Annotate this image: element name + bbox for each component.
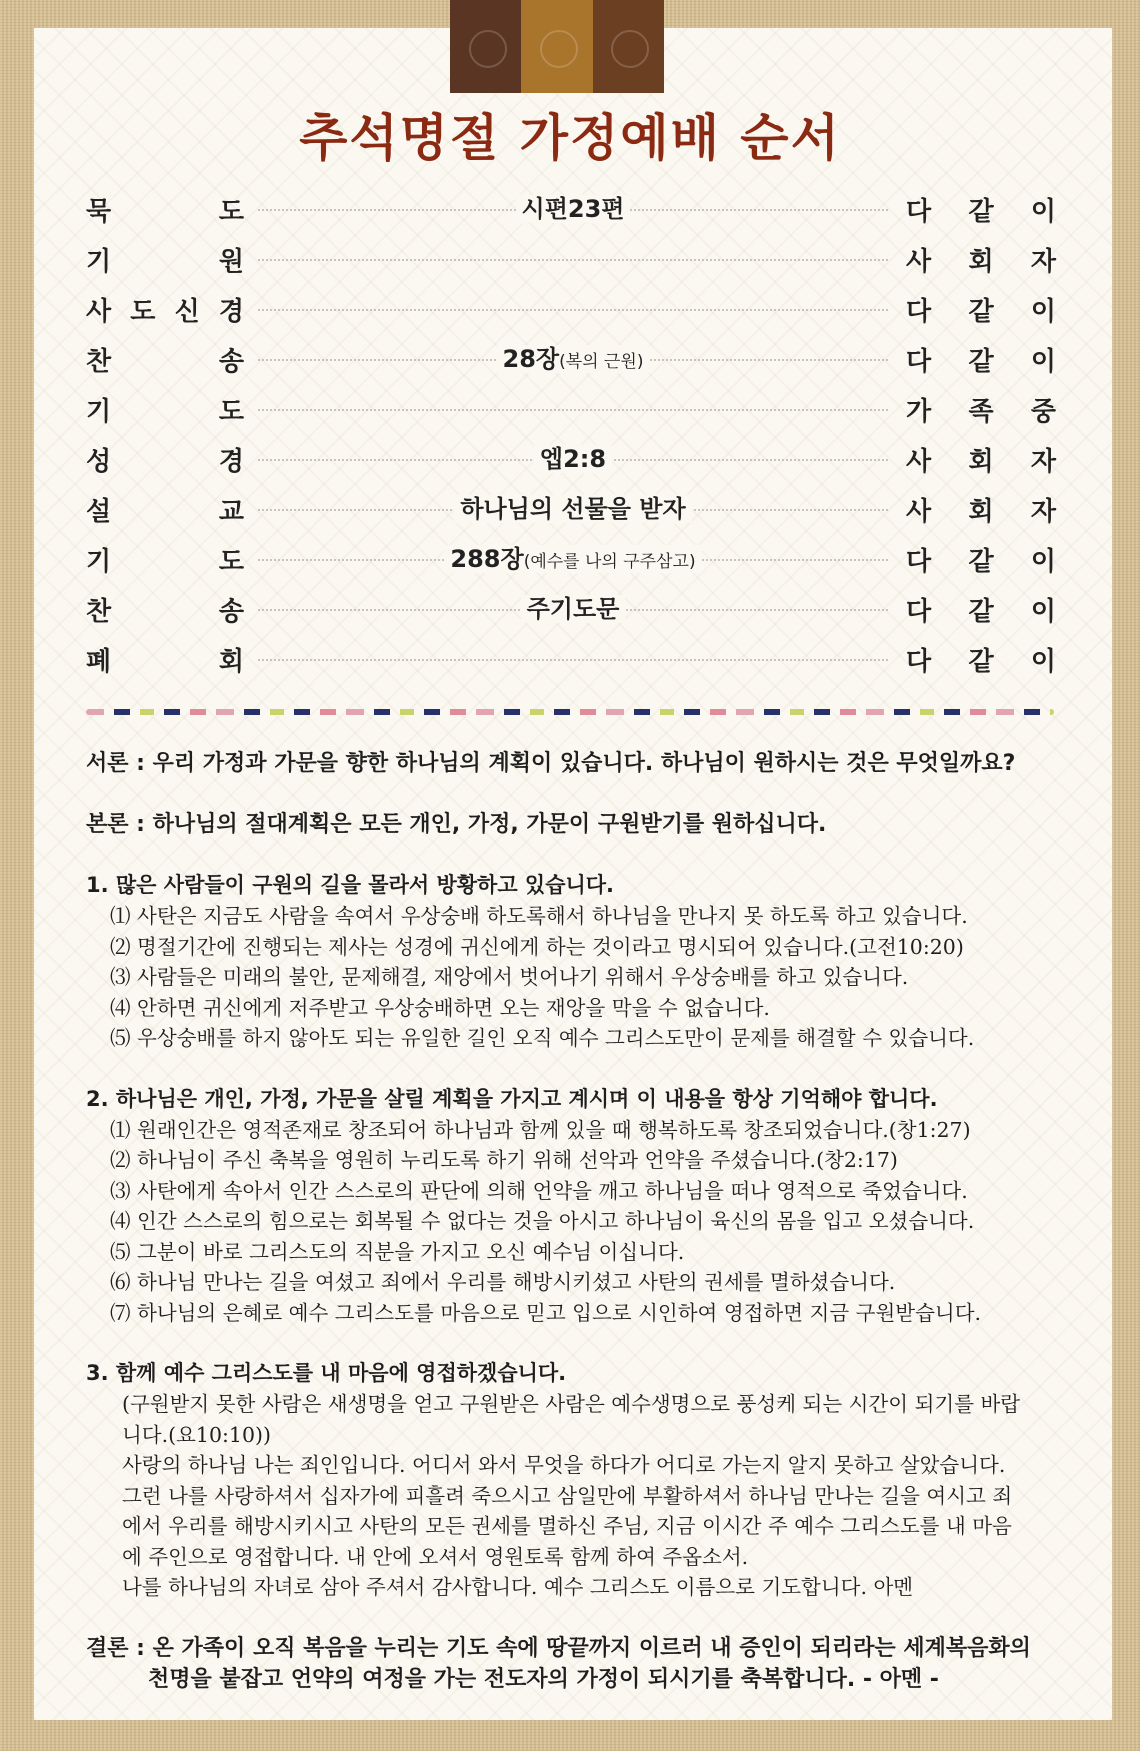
prayer-line: 나를 하나님의 자녀로 삼아 주셔서 감사합니다. 예수 그리스도 이름으로 기도합니다. 아멘 — [122, 1575, 914, 1599]
order-item-content: 시편23편 — [258, 189, 888, 224]
list-item: ⑸ 우상숭배를 하지 않아도 되는 유일한 길인 오직 예수 그리스도만이 문제를 해결할 수 있습니다. — [110, 1026, 975, 1050]
order-item-content: 28장(복의 근원) — [258, 339, 888, 374]
section-heading: 1. 많은 사람들이 구원의 길을 몰라서 방황하고 있습니다. — [86, 873, 615, 897]
order-item-leader: 사 회 자 — [906, 247, 1056, 277]
order-row — [86, 237, 1056, 287]
order-item-leader: 가 족 중 — [906, 397, 1056, 427]
list-item: ⑷ 안하면 귀신에게 저주받고 우상숭배하면 오는 재앙을 막을 수 없습니다. — [110, 995, 770, 1020]
order-item-note: (복의 근원) — [559, 352, 644, 372]
order-item-leader: 다 같 이 — [906, 597, 1056, 627]
dotted-leader — [258, 309, 888, 311]
conclusion-line-1: 결론 : 온 가족이 오직 복음을 누리는 기도 속에 땅끝까지 이르러 내 증인이 되리라는 세계복음화의 — [86, 1635, 1031, 1661]
list-item: ⑵ 하나님이 주신 축복을 영원히 누리도록 하기 위해 선악과 언약을 주셨습니다.(창2:17) — [110, 1148, 898, 1172]
prayer-line: 에서 우리를 해방시키시고 사탄의 모든 권세를 멸하신 주님, 지금 이시간 주 예수 그리스도를 내 마음 — [122, 1514, 1012, 1538]
list-item: ⑴ 원래인간은 영적존재로 창조되어 하나님과 함께 있을 때 행복하도록 창조되었습니다.(창1:27) — [110, 1117, 971, 1142]
list-item: ⑺ 하나님의 은혜로 예수 그리스도를 마음으로 믿고 입으로 시인하여 영접하면 지금 구원받습니다. — [110, 1300, 982, 1325]
list-item: ⑵ 명절기간에 진행되는 제사는 성경에 귀신에게 하는 것이라고 명시되어 있습니다.(고전10:20) — [110, 934, 964, 959]
order-item-label: 설 교 — [86, 497, 244, 527]
order-item-label: 폐 회 — [86, 647, 244, 677]
list-item: ⑷ 인간 스스로의 힘으로는 회복될 수 없다는 것을 아시고 하나님이 육신의 몸을 입고 오셨습니다. — [110, 1209, 975, 1233]
page-title: 추석명절 가정예배 순서 — [299, 109, 841, 167]
order-item-content: 엡2:8 — [258, 439, 888, 474]
dotted-leader — [258, 259, 888, 261]
dotted-leader — [258, 659, 888, 661]
order-item-leader: 사 회 자 — [906, 497, 1056, 527]
prayer-line: 에 주인으로 영접합니다. 내 안에 오셔서 영원토록 함께 하여 주옵소서. — [122, 1544, 749, 1569]
list-item: ⑶ 사탄에게 속아서 인간 스스로의 판단에 의해 언약을 깨고 하나님을 떠나 영적으로 죽었습니다. — [110, 1178, 968, 1203]
worship-order-list — [86, 187, 1056, 687]
ribbon-band-brown — [593, 0, 664, 93]
section-3 — [86, 1358, 1066, 1603]
order-row — [86, 637, 1056, 687]
section-heading: 2. 하나님은 개인, 가정, 가문을 살릴 계획을 가지고 계시며 이 내용을 항상 기억해야 합니다. — [86, 1086, 938, 1111]
order-item-note: (예수를 나의 구주삼고) — [523, 552, 696, 572]
order-item-label: 기 도 — [86, 397, 244, 427]
list-item: ⑶ 사람들은 미래의 불안, 문제해결, 재앙에서 벗어나기 위해서 우상숭배를 하고 있습니다. — [110, 965, 909, 989]
order-row — [86, 387, 1056, 437]
stitched-divider — [86, 709, 1054, 715]
order-item-leader: 다 같 이 — [906, 547, 1056, 577]
order-row — [86, 437, 1056, 487]
prayer-line: 니다.(요10:10)) — [122, 1422, 271, 1447]
ribbon-band-gold — [521, 0, 592, 93]
order-item-content: 주기도문 — [258, 589, 888, 624]
order-row — [86, 487, 1056, 537]
list-item: ⑹ 하나님 만나는 길을 여셨고 죄에서 우리를 해방시키셨고 사탄의 권세를 멸하셨습니다. — [110, 1270, 896, 1294]
order-item-content: 하나님의 선물을 받자 — [258, 489, 888, 524]
ribbon-band-dark — [450, 0, 521, 93]
order-row — [86, 187, 1056, 237]
order-item-leader: 다 같 이 — [906, 197, 1056, 227]
order-row — [86, 587, 1056, 637]
list-item: ⑸ 그분이 바로 그리스도의 직분을 가지고 오신 예수님 이십니다. — [110, 1239, 685, 1264]
order-item-label: 찬 송 — [86, 597, 244, 627]
section-1 — [86, 870, 1066, 1054]
order-item-label: 사 도 신 경 — [86, 297, 244, 327]
main-body: 본론 : 하나님의 절대계획은 모든 개인, 가정, 가문이 구원받기를 원하십니다. — [86, 812, 827, 837]
order-item-leader: 다 같 이 — [906, 647, 1056, 677]
order-item-label: 성 경 — [86, 447, 244, 477]
order-item-label: 기 원 — [86, 247, 244, 277]
list-item: ⑴ 사탄은 지금도 사람을 속여서 우상숭배 하도록해서 하나님을 만나지 못 하도록 하고 있습니다. — [110, 904, 968, 928]
dotted-leader — [258, 409, 888, 411]
order-row — [86, 537, 1056, 587]
order-row — [86, 287, 1056, 337]
prayer-line: (구원받지 못한 사람은 새생명을 얻고 구원받은 사람은 예수생명으로 풍성케 되는 시간이 되기를 바랍 — [122, 1392, 1021, 1416]
introduction: 서론 : 우리 가정과 가문을 향한 하나님의 계획이 있습니다. 하나님이 원하시는 것은 무엇일까요? — [86, 751, 1016, 776]
section-heading: 3. 함께 예수 그리스도를 내 마음에 영접하겠습니다. — [86, 1361, 567, 1385]
order-item-label: 찬 송 — [86, 347, 244, 377]
prayer-line: 그런 나를 사랑하셔서 십자가에 피흘려 죽으시고 삼일만에 부활하셔서 하나님 만나는 길을 여시고 죄 — [122, 1483, 1013, 1508]
decorative-ribbon — [450, 0, 664, 93]
order-item-content: 288장(예수를 나의 구주삼고) — [258, 539, 888, 574]
sermon-text — [86, 748, 1066, 1695]
order-row — [86, 337, 1056, 387]
order-item-leader: 사 회 자 — [906, 447, 1056, 477]
order-item-label: 묵 도 — [86, 197, 244, 227]
prayer-line: 사랑의 하나님 나는 죄인입니다. 어디서 와서 무엇을 하다가 어디로 가는지 알지 못하고 살았습니다. — [122, 1453, 1006, 1477]
order-item-label: 기 도 — [86, 547, 244, 577]
order-item-leader: 다 같 이 — [906, 297, 1056, 327]
section-2 — [86, 1084, 1066, 1329]
conclusion-line-2: 천명을 붙잡고 언약의 여정을 가는 전도자의 가정이 되시기를 축복합니다. - 아멘 - — [148, 1666, 939, 1692]
order-item-leader: 다 같 이 — [906, 347, 1056, 377]
